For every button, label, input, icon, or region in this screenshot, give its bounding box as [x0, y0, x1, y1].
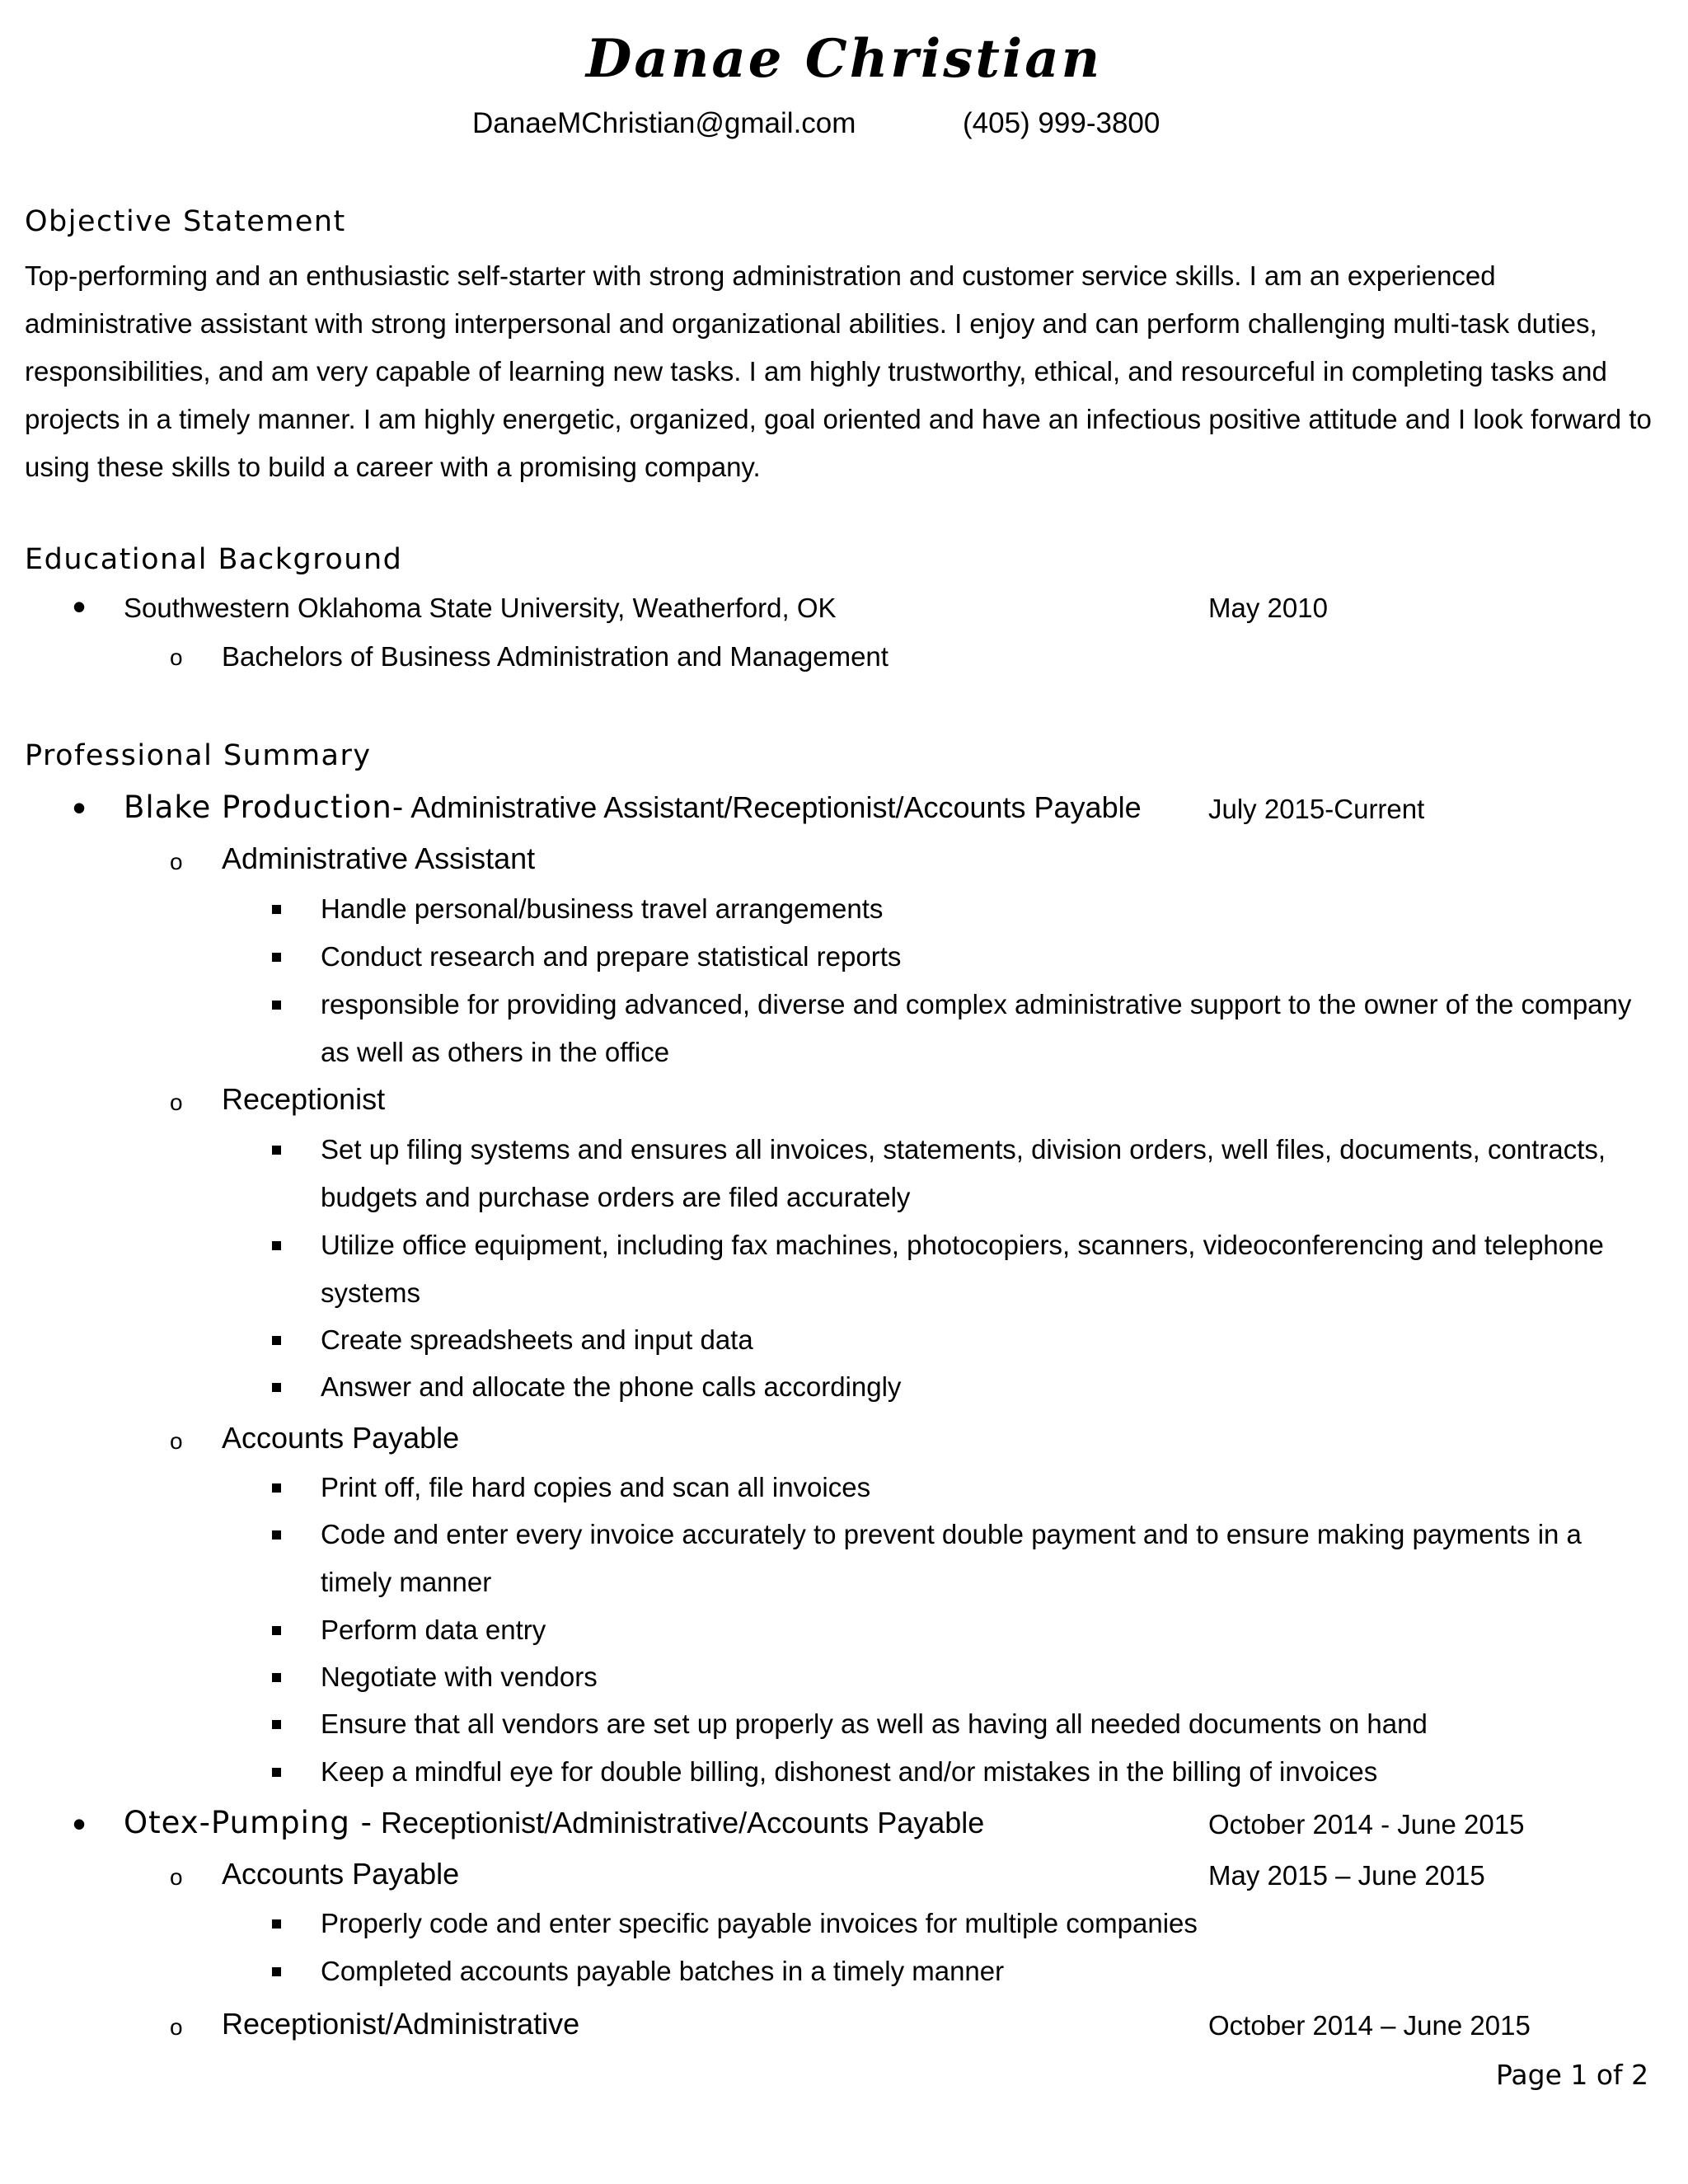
job-role: Receptionist/Administrative/Accounts Payable [372, 1806, 985, 1840]
job-duty: Ensure that all vendors are set up properly as well as having all needed documents on hand [321, 1708, 1428, 1739]
bullet-square [272, 1673, 281, 1682]
bullet-circle: o [170, 644, 183, 670]
job-company: Blake Production- [124, 790, 405, 825]
bullet-square [272, 1483, 281, 1493]
job-section-title: Receptionist/Administrative [222, 2007, 580, 2041]
job-duty: Create spreadsheets and input data [321, 1324, 753, 1355]
job-section-title: Receptionist [222, 1082, 386, 1116]
candidate-name: Danae Christian [585, 28, 1103, 90]
job-duty: Handle personal/business travel arrangements [321, 893, 884, 924]
job-company: Otex-Pumping - [124, 1805, 373, 1840]
bullet-square [272, 1967, 281, 1976]
bullet-square [272, 1768, 281, 1777]
bullet-square [272, 1383, 281, 1392]
job-duty: Completed accounts payable batches in a timely manner [321, 1956, 1005, 1986]
bullet-circle: o [170, 1864, 183, 1890]
section-heading-education: Educational Background [25, 543, 403, 576]
bullet-square [272, 1626, 281, 1635]
job-date: July 2015-Current [1208, 794, 1425, 824]
job-duty: Keep a mindful eye for double billing, dishonest and/or mistakes in the billing of invoices [321, 1756, 1378, 1787]
bullet-square [272, 905, 281, 914]
bullet-square [272, 1146, 281, 1155]
job-section-title: Accounts Payable [222, 1857, 460, 1891]
bullet-square [272, 1241, 281, 1250]
job-duty: Answer and allocate the phone calls accordingly [321, 1371, 902, 1402]
education-degree: Bachelors of Business Administration and Management [222, 641, 889, 672]
job-duty: responsible for providing advanced, diverse and complex administrative support to the owner of the company as well as others in the office [321, 989, 1632, 1067]
bullet-circle: o [170, 849, 183, 874]
job-duty: Conduct research and prepare statistical reports [321, 941, 902, 972]
bullet-disc: • [73, 585, 87, 628]
job-duty: Utilize office equipment, including fax machines, photocopiers, scanners, videoconferencing and telephone systems [321, 1230, 1604, 1308]
bullet-square [272, 1336, 281, 1345]
job-duty: Properly code and enter specific payable invoices for multiple companies [321, 1908, 1198, 1938]
bullet-circle: o [170, 2014, 183, 2040]
objective-text: Top-performing and an enthusiastic self-starter with strong administration and customer service skills. I am an experienced administrative assistant with strong interpersonal and organizational abilities. I enjoy and can perform challenging multi-task duties, responsibilities, and am very capable of learning new tasks. I am highly trustworthy, ethical, and resourceful in completing tasks and projects in a timely manner. I am highly energetic, organized, goal oriented and have an infectious positive attitude and I look forward to using these skills to build a career with a promising company. [25, 260, 1652, 482]
bullet-square [272, 1001, 281, 1010]
job-duty: Perform data entry [321, 1615, 546, 1645]
job-duty: Negotiate with vendors [321, 1661, 598, 1692]
bullet-square [272, 1530, 281, 1540]
job-section-title: Administrative Assistant [222, 841, 536, 875]
bullet-circle: o [170, 1090, 183, 1115]
education-school: Southwestern Oklahoma State University, Weatherford, OK [124, 593, 837, 623]
job-duty: Code and enter every invoice accurately to prevent double payment and to ensure making payments in a timely manner [321, 1519, 1582, 1597]
bullet-disc: • [73, 786, 87, 829]
job-section-date: October 2014 – June 2015 [1208, 2010, 1531, 2041]
section-heading-summary: Professional Summary [25, 739, 372, 772]
page-number: Page 1 of 2 [1496, 2059, 1649, 2091]
bullet-disc: • [73, 1802, 87, 1845]
contact-phone: (405) 999-3800 [963, 107, 1160, 139]
bullet-square [272, 1919, 281, 1929]
job-title-line [124, 790, 1142, 827]
bullet-circle: o [170, 1428, 183, 1454]
job-date: October 2014 - June 2015 [1208, 1809, 1525, 1840]
bullet-square [272, 953, 281, 962]
job-role: Administrative Assistant/Receptionist/Accounts Payable [404, 790, 1142, 824]
education-date: May 2010 [1208, 593, 1328, 623]
job-section-date: May 2015 – June 2015 [1208, 1860, 1485, 1891]
job-section-title: Accounts Payable [222, 1421, 460, 1455]
job-title-line [124, 1805, 984, 1842]
job-duty: Print off, file hard copies and scan all invoices [321, 1472, 871, 1502]
contact-email: DanaeMChristian@gmail.com [472, 107, 856, 139]
section-heading-objective: Objective Statement [25, 205, 346, 238]
job-duty: Set up filing systems and ensures all invoices, statements, division orders, well files, documents, contracts, budgets and purchase orders are filed accurately [321, 1134, 1606, 1212]
bullet-square [272, 1720, 281, 1729]
